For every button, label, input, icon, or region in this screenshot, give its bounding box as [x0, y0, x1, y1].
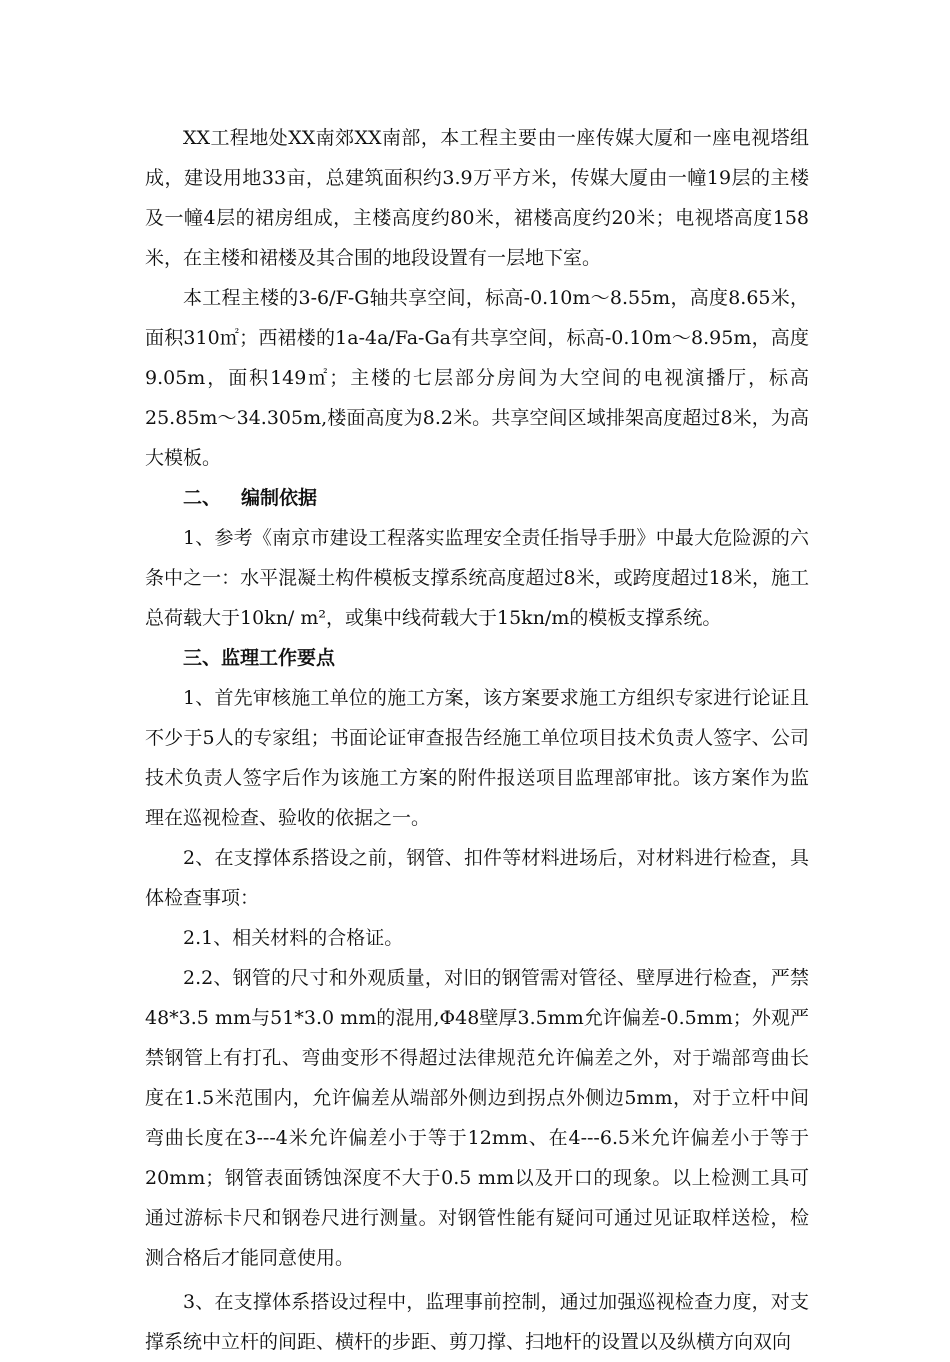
intro-paragraph-1: XX工程地处XX南郊XX南部，本工程主要由一座传媒大厦和一座电视塔组成，建设用地33亩，总建筑面积约3.9万平方米，传媒大厦由一幢19层的主楼及一幢4层的裙房组成，主楼高度约80米，裙楼高度约20米；电视塔高度158米，在主楼和裙楼及其合围的地段设置有一层地下室。: [145, 127, 809, 269]
section-3-paragraph-3: 2.1、相关材料的合格证。: [183, 927, 404, 949]
intro-paragraph-2: 本工程主楼的3-6/F-G轴共享空间，标高-0.10m～8.55m，高度8.65米，面积310㎡；西裙楼的1a-4a/Fa-Ga有共享空间，标高-0.10m～8.95m，高度9.05m，面积149㎡；主楼的七层部分房间为大空间的电视演播厅，标高25.85m～34.305m,楼面高度为8.2米。共享空间区域排架高度超过8米，为高大模板。: [145, 287, 809, 469]
document-page: [145, 118, 809, 1362]
section-2-paragraph-1: 1、参考《南京市建设工程落实监理安全责任指导手册》中最大危险源的六条中之一：水平混凝土构件模板支撑系统高度超过8米，或跨度超过18米，施工总荷载大于10kn/ m²，或集中线荷载大于15kn/m的模板支撑系统。: [145, 527, 809, 629]
section-2-heading: [145, 478, 809, 518]
section-3-paragraph-1: 1、首先审核施工单位的施工方案，该方案要求施工方组织专家进行论证且不少于5人的专家组；书面论证审查报告经施工单位项目技术负责人签字、公司技术负责人签字后作为该施工方案的附件报送项目监理部审批。该方案作为监理在巡视检查、验收的依据之一。: [145, 687, 809, 829]
section-2-number: 二、: [183, 487, 222, 509]
section-3-paragraph-2: 2、在支撑体系搭设之前，钢管、扣件等材料进场后，对材料进行检查，具体检查事项：: [145, 847, 809, 909]
section-3-paragraph-5: 3、在支撑体系搭设过程中，监理事前控制，通过加强巡视检查力度，对支撑系统中立杆的间距、横杆的步距、剪刀撑、扫地杆的设置以及纵横方向双向: [145, 1291, 809, 1353]
section-3-heading: 三、监理工作要点: [183, 647, 336, 669]
section-2-title: 编制依据: [241, 487, 318, 509]
section-3-paragraph-4: 2.2、钢管的尺寸和外观质量，对旧的钢管需对管径、壁厚进行检查，严禁48*3.5 mm与51*3.0 mm的混用,Φ48壁厚3.5mm允许偏差-0.5mm；外观严禁钢管上有打孔、弯曲变形不得超过法律规范允许偏差之外，对于端部弯曲长度在1.5米范围内，允许偏差从端部外侧边到拐点外侧边5mm，对于立杆中间弯曲长度在3---4米允许偏差小于等于12mm、在4---6.5米允许偏差小于等于20mm；钢管表面锈蚀深度不大于0.5 mm以及开口的现象。以上检测工具可通过游标卡尺和钢卷尺进行测量。对钢管性能有疑问可通过见证取样送检，检测合格后才能同意使用。: [145, 967, 809, 1269]
